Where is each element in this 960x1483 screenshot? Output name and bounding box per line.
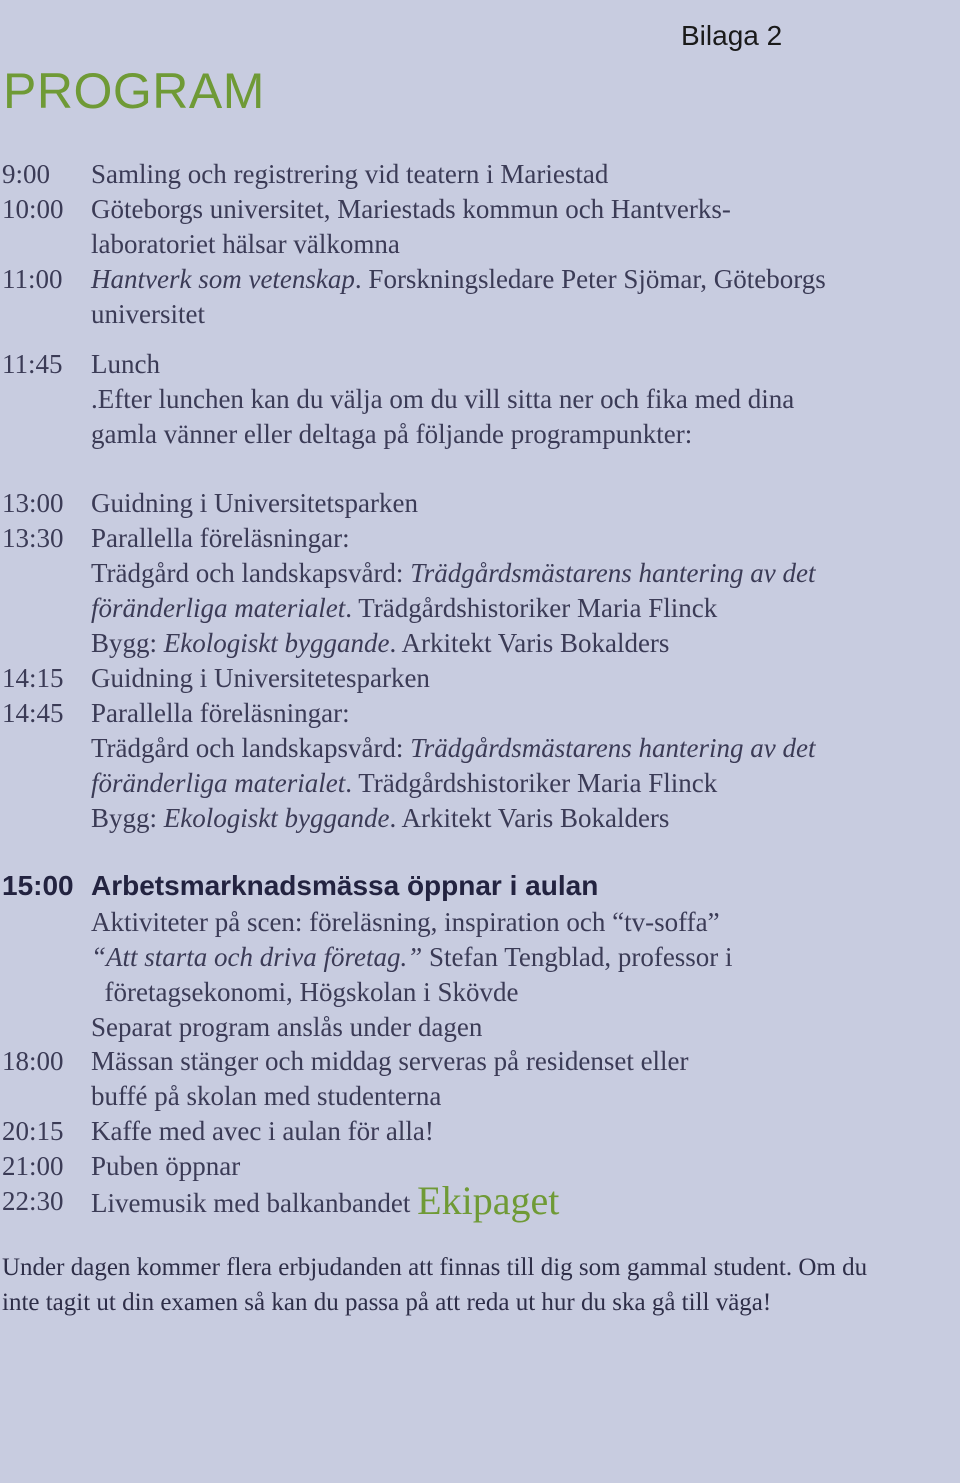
event-text: buffé på skolan med studenterna: [91, 1081, 442, 1111]
event-text: universitet: [91, 299, 205, 329]
band-name: Ekipaget: [417, 1178, 560, 1223]
event-text: Kaffe med avec i aulan för alla!: [91, 1116, 434, 1146]
schedule-row: [0, 625, 960, 661]
schedule-row: [0, 156, 960, 192]
event-text: . Arkitekt Varis Bokalders: [389, 803, 670, 833]
lecture-title: Ekologiskt byggande: [163, 628, 390, 658]
schedule-row: [0, 1178, 960, 1223]
event-text: . Trädgårdshistoriker Maria Flinck: [345, 593, 718, 623]
event-text: Lunch: [91, 349, 160, 379]
event-text: Göteborgs universitet, Mariestads kommun och Hantverks-: [91, 194, 731, 224]
event-text: Guidning i Universitetsparken: [91, 488, 418, 518]
schedule-row-highlight: [0, 868, 960, 904]
talk-title: “Att starta och driva företag.”: [91, 942, 423, 972]
time-label: 22:30: [2, 1186, 64, 1216]
event-text: Bygg:: [91, 628, 164, 658]
event-text: Puben öppnar: [91, 1151, 241, 1181]
event-text: Guidning i Universitetesparken: [91, 663, 430, 693]
schedule-row: [0, 555, 960, 591]
schedule-row: [0, 590, 960, 626]
time-label: 11:00: [2, 264, 63, 294]
event-text: Parallella föreläsningar:: [91, 523, 350, 553]
schedule-row: [0, 416, 960, 452]
schedule-row: [0, 346, 960, 382]
lecture-title: Ekologiskt byggande: [163, 803, 390, 833]
event-text: Livemusik med balkanbandet: [91, 1188, 418, 1218]
event-text: gamla vänner eller deltaga på följande programpunkter:: [91, 419, 693, 449]
schedule-row: [0, 381, 960, 417]
schedule-row: [0, 226, 960, 262]
schedule-row: [0, 261, 960, 297]
event-text: Stefan Tengblad, professor i: [422, 942, 733, 972]
event-text: Aktiviteter på scen: föreläsning, inspiration och “tv-soffa”: [91, 907, 720, 937]
schedule-row: [0, 191, 960, 227]
schedule-row: [0, 485, 960, 521]
schedule-row: [0, 800, 960, 836]
schedule-row: [0, 1078, 960, 1114]
attachment-label: Bilaga 2: [681, 20, 783, 51]
time-label: 14:15: [2, 663, 64, 693]
time-label: 11:45: [2, 349, 63, 379]
time-label: 14:45: [2, 698, 64, 728]
event-text: Samling och registrering vid teatern i Mariestad: [91, 159, 609, 189]
event-text: Bygg:: [91, 803, 164, 833]
time-label: 15:00: [2, 870, 74, 901]
schedule-row: [0, 1113, 960, 1149]
page-title: PROGRAM: [3, 63, 265, 119]
schedule-row: [0, 296, 960, 332]
time-label: 13:30: [2, 523, 64, 553]
event-text: företagsekonomi, Högskolan i Skövde: [91, 977, 519, 1007]
schedule-row: [0, 1009, 960, 1045]
time-label: 21:00: [2, 1151, 64, 1181]
event-text: Trädgård och landskapsvård:: [91, 558, 411, 588]
event-text: Mässan stänger och middag serveras på residenset eller: [91, 1046, 689, 1076]
event-text: Parallella föreläsningar:: [91, 698, 350, 728]
event-title: Hantverk som vetenskap: [91, 264, 355, 294]
event-text: .Efter lunchen kan du välja om du vill sitta ner och fika med dina: [91, 384, 795, 414]
schedule-row: [0, 765, 960, 801]
schedule-row: [0, 904, 960, 940]
event-text: . Forskningsledare Peter Sjömar, Göteborgs: [354, 264, 826, 294]
event-text: . Trädgårdshistoriker Maria Flinck: [345, 768, 718, 798]
schedule-row: [0, 520, 960, 556]
event-heading: Arbetsmarknadsmässa öppnar i aulan: [91, 870, 599, 901]
time-label: 20:15: [2, 1116, 64, 1146]
schedule-row: [0, 660, 960, 696]
lecture-title: föränderliga materialet: [91, 593, 346, 623]
lecture-title: föränderliga materialet: [91, 768, 346, 798]
schedule-row: [0, 974, 960, 1010]
event-text: laboratoriet hälsar välkomna: [91, 229, 400, 259]
schedule-row: [0, 730, 960, 766]
schedule-row: [0, 939, 960, 975]
schedule-row: [0, 695, 960, 731]
time-label: 18:00: [2, 1046, 64, 1076]
schedule-row: [0, 1043, 960, 1079]
lecture-title: Trädgårdsmästarens hantering av det: [410, 558, 816, 588]
time-label: 10:00: [2, 194, 64, 224]
event-text: . Arkitekt Varis Bokalders: [389, 628, 670, 658]
time-label: 13:00: [2, 488, 64, 518]
event-text: Trädgård och landskapsvård:: [91, 733, 411, 763]
time-label: 9:00: [2, 159, 51, 189]
lecture-title: Trädgårdsmästarens hantering av det: [410, 733, 816, 763]
event-text: Separat program anslås under dagen: [91, 1012, 483, 1042]
footer-note: Under dagen kommer flera erbjudanden att finnas till dig som gammal student. Om du inte tagit ut din examen så kan du passa på att reda ut hur du ska gå till väga!: [2, 1254, 868, 1316]
